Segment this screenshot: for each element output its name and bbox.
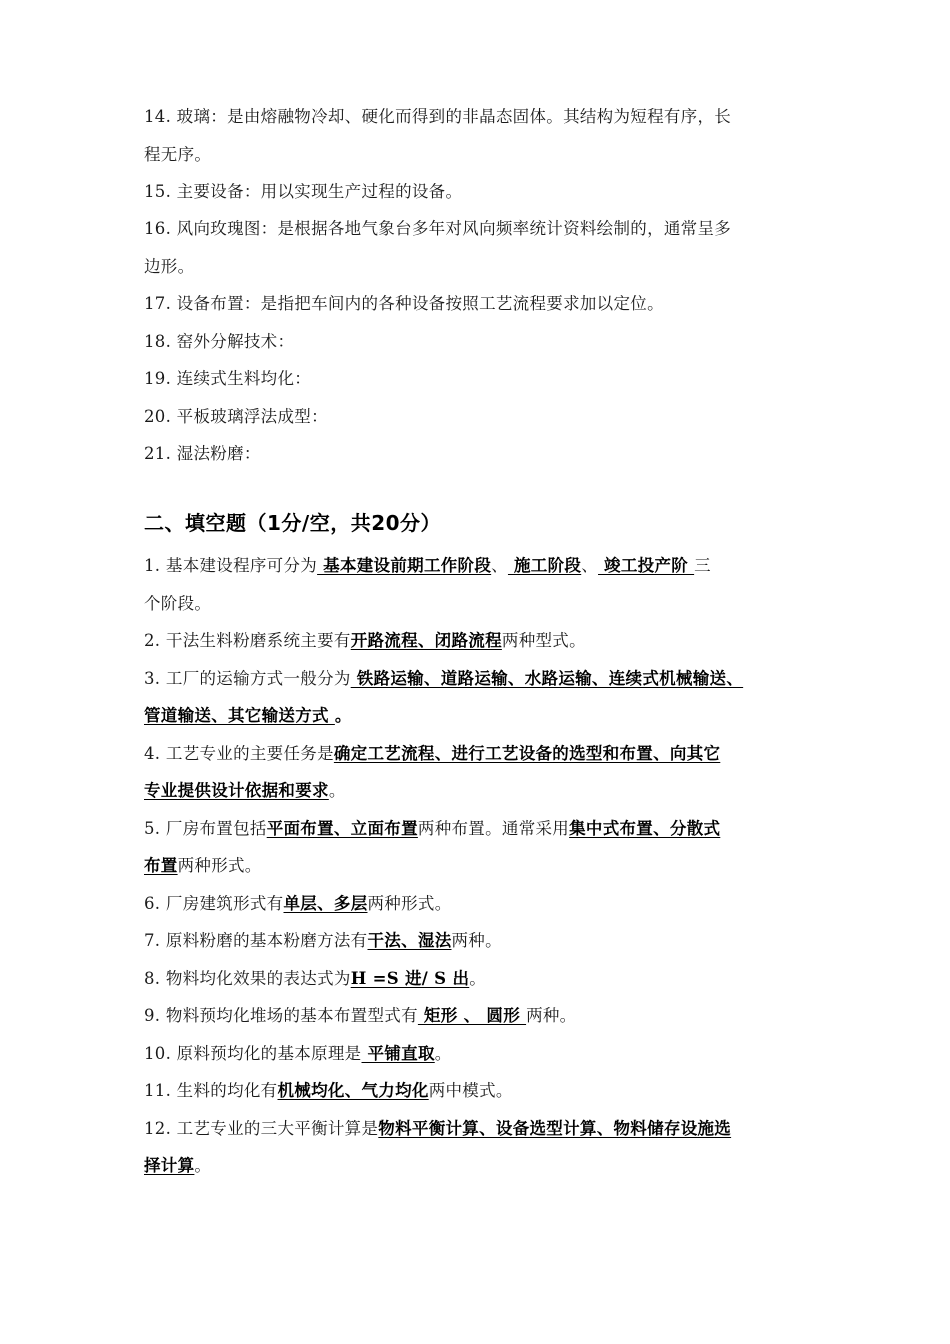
q11-prefix: 11. 生料的均化有 [144, 1081, 278, 1100]
definition-18: 18. 窑外分解技术： [144, 332, 295, 351]
question-10 [144, 1043, 452, 1065]
q10-suffix: 。 [434, 1044, 452, 1063]
q5-answer-1: 平面布置、立面布置 [266, 819, 418, 838]
q1-answer-2: 施工阶段 [507, 556, 582, 575]
question-1-line-2: 个阶段。 [144, 594, 212, 613]
q11-answer: 机械均化、气力均化 [277, 1081, 429, 1100]
q3-answer-part-1: 铁路运输、道路运输、水路运输、连续式机械输送、 [350, 669, 744, 688]
q12-answer-part-2: 择计算 [144, 1156, 195, 1175]
q2-answer: 开路流程、闭路流程 [350, 631, 502, 650]
q12-suffix: 。 [194, 1156, 212, 1175]
section-title: 二、填空题（1分/空，共20分） [144, 511, 442, 535]
q6-prefix: 6. 厂房建筑形式有 [144, 894, 284, 913]
q7-suffix: 两种。 [451, 931, 502, 950]
q4-prefix: 4. 工艺专业的主要任务是 [144, 744, 334, 763]
q8-suffix: 。 [469, 969, 487, 988]
definition-16-line-1: 16. 风向玫瑰图：是根据各地气象台多年对风向频率统计资料绘制的，通常呈多 [144, 219, 732, 238]
q10-prefix: 10. 原料预均化的基本原理是 [144, 1044, 362, 1063]
question-11 [144, 1080, 513, 1102]
q5-answer-2-part-1: 集中式布置、分散式 [569, 819, 721, 838]
question-8 [144, 968, 486, 990]
definition-14-line-2: 程无序。 [144, 145, 212, 164]
q5-suffix: 两种形式。 [177, 856, 262, 875]
q1-sep-1: 、 [491, 556, 508, 575]
question-2 [144, 630, 586, 652]
question-5-line-2 [144, 855, 262, 877]
q3-answer-part-2: 管道输送、其它输送方式 [144, 706, 335, 725]
definition-15: 15. 主要设备：用以实现生产过程的设备。 [144, 182, 463, 201]
question-6 [144, 893, 452, 915]
q2-suffix: 两种型式。 [501, 631, 586, 650]
q1-answer-1: 基本建设前期工作阶段 [317, 556, 492, 575]
q4-answer-part-1: 确定工艺流程、进行工艺设备的选型和布置、向其它 [333, 744, 721, 763]
q12-answer-part-1: 物料平衡计算、设备选型计算、物料储存设施选 [378, 1119, 732, 1138]
question-4-line-1 [144, 743, 720, 765]
definition-17: 17. 设备布置：是指把车间内的各种设备按照工艺流程要求加以定位。 [144, 294, 664, 313]
question-5-line-1 [144, 818, 720, 840]
q3-suffix: 。 [334, 706, 352, 725]
definition-21: 21. 湿法粉磨： [144, 444, 261, 463]
question-4-line-2 [144, 780, 346, 802]
question-3-line-2 [144, 705, 352, 727]
definition-14-line-1: 14. 玻璃：是由熔融物冷却、硬化而得到的非晶态固体。其结构为短程有序，长 [144, 107, 732, 126]
q11-suffix: 两中模式。 [428, 1081, 513, 1100]
q7-answer: 干法、湿法 [367, 931, 452, 950]
definition-19: 19. 连续式生料均化： [144, 369, 312, 388]
q6-suffix: 两种形式。 [367, 894, 452, 913]
q10-answer: 平铺直取 [361, 1044, 435, 1063]
q3-prefix: 3. 工厂的运输方式一般分为 [144, 669, 351, 688]
question-12-line-1 [144, 1118, 731, 1140]
definition-16-line-2: 边形。 [144, 257, 195, 276]
question-1-line-1 [144, 555, 711, 577]
q7-prefix: 7. 原料粉磨的基本粉磨方法有 [144, 931, 368, 950]
question-9 [144, 1005, 576, 1027]
q1-sep-2: 、 [581, 556, 599, 575]
q2-prefix: 2. 干法生料粉磨系统主要有 [144, 631, 351, 650]
q4-suffix: 。 [328, 781, 346, 800]
question-12-line-2 [144, 1155, 211, 1177]
q6-answer: 单层、多层 [283, 894, 368, 913]
q1-suffix: 三 [694, 556, 711, 575]
q9-answer: 矩形 、 圆形 [417, 1006, 527, 1025]
q9-suffix: 两种。 [526, 1006, 577, 1025]
q8-prefix: 8. 物料均化效果的表达式为 [144, 969, 351, 988]
question-3-line-1 [144, 668, 743, 690]
q9-prefix: 9. 物料预均化堆场的基本布置型式有 [144, 1006, 418, 1025]
q1-prefix: 1. 基本建设程序可分为 [144, 556, 318, 575]
q1-answer-3: 竣工投产阶 [598, 556, 695, 575]
q8-answer: H =S 进/ S 出 [350, 969, 470, 988]
q5-answer-2-part-2: 布置 [144, 856, 178, 875]
question-7 [144, 930, 502, 952]
q12-prefix: 12. 工艺专业的三大平衡计算是 [144, 1119, 379, 1138]
definition-20: 20. 平板玻璃浮法成型： [144, 407, 328, 426]
q5-prefix: 5. 厂房布置包括 [144, 819, 267, 838]
q4-answer-part-2: 专业提供设计依据和要求 [144, 781, 329, 800]
q5-middle: 两种布置。通常采用 [417, 819, 570, 838]
